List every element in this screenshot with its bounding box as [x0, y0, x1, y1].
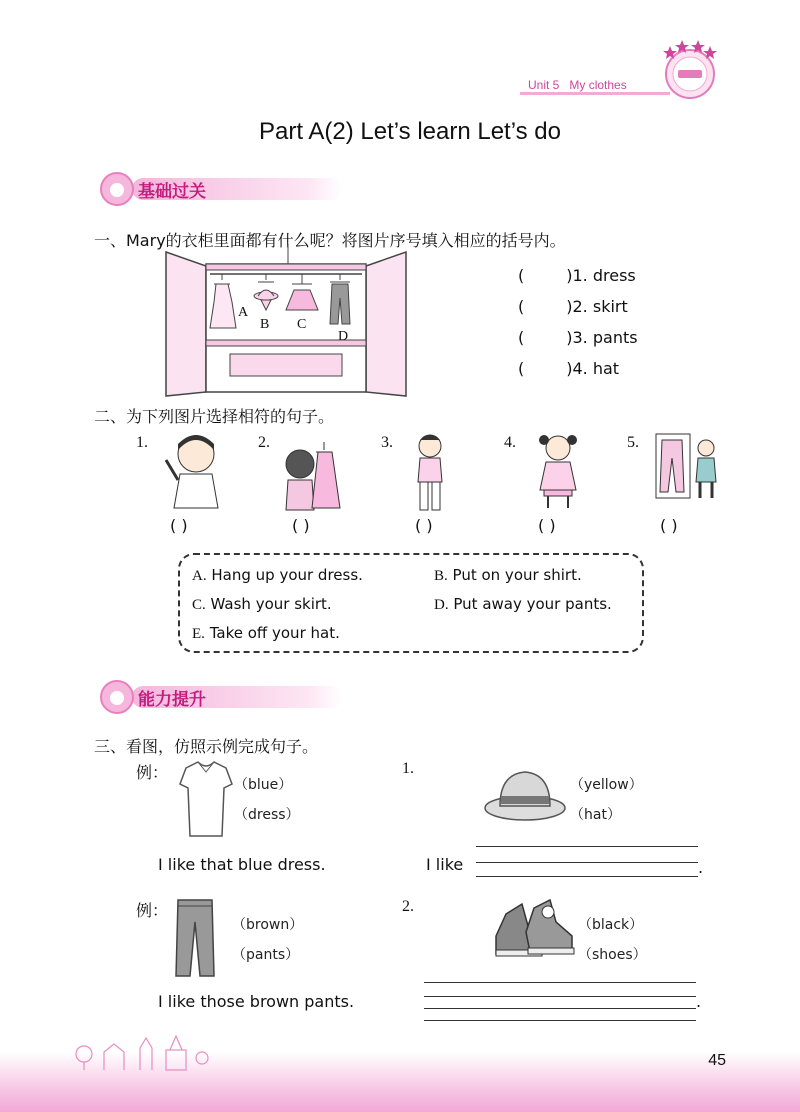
page-number: 45: [708, 1052, 726, 1069]
q1-item-2[interactable]: ( )2. skirt: [518, 297, 628, 316]
word-pants: pants: [592, 328, 638, 347]
pic-label-b: B: [260, 317, 270, 332]
word-dress: dress: [592, 266, 636, 285]
q2-picture-3: [406, 430, 456, 512]
pic-label-d: D: [338, 329, 349, 344]
unit-header: [528, 78, 627, 92]
hat-picture: [482, 768, 568, 824]
answer-line[interactable]: [424, 996, 696, 997]
item2-hint-color: （black）: [578, 917, 644, 933]
item2-period: .: [696, 992, 702, 1011]
pants-picture: [174, 898, 216, 978]
q2-picture-1: [158, 430, 228, 510]
ex1-sentence: I like that blue dress.: [158, 855, 326, 874]
q2-pic-num-1: 1.: [136, 434, 148, 451]
item1-sentence-start: I like: [426, 855, 464, 874]
answer-line[interactable]: [476, 862, 698, 863]
page-title: Part A(2) Let’s learn Let’s do: [259, 118, 561, 145]
publisher-logo-icon: [660, 36, 720, 102]
answer-line[interactable]: [424, 1020, 696, 1021]
castle-decoration-icon: [70, 1028, 220, 1072]
q2-pic-num-3: 3.: [381, 434, 393, 451]
item1-hint-color: （yellow）: [570, 777, 643, 793]
option-b: B. Put on your shirt.: [434, 566, 582, 584]
q1-item-1[interactable]: ( )1. dress: [518, 266, 636, 285]
word-skirt: skirt: [592, 297, 628, 316]
example-label-1: 例：: [136, 765, 169, 782]
section-banner-basic: [100, 174, 360, 204]
q3-item-num-1: 1.: [402, 760, 414, 777]
option-a: A. Hang up your dress.: [192, 566, 363, 584]
ex1-hint-color: （blue）: [234, 777, 293, 793]
wardrobe-illustration: [160, 244, 416, 402]
q2-answer-2[interactable]: ( ): [292, 516, 310, 535]
answer-line[interactable]: [424, 982, 696, 983]
option-c: C. Wash your skirt.: [192, 595, 332, 613]
ex2-hint-color: （brown）: [232, 917, 304, 933]
q2-picture-5: [654, 432, 720, 500]
q2-prompt: 二、为下列图片选择相符的句子。: [94, 407, 335, 426]
q2-picture-4: [530, 430, 586, 510]
mascot-icon: [100, 172, 134, 206]
unit-label: Unit 5: [528, 78, 560, 92]
pic-label-a: A: [238, 305, 249, 320]
pic-label-c: C: [297, 317, 307, 332]
dress-picture: [178, 758, 234, 840]
q3-item-num-2: 2.: [402, 898, 414, 915]
example-label-2: 例：: [136, 903, 169, 920]
mascot-icon: [100, 680, 134, 714]
open-paren: (: [518, 266, 525, 285]
section-label: 能力提升: [138, 690, 206, 710]
shoes-picture: [492, 896, 578, 968]
q2-answer-3[interactable]: ( ): [415, 516, 433, 535]
q3-prompt: 三、看图，仿照示例完成句子。: [94, 737, 319, 756]
q2-pic-num-4: 4.: [504, 434, 516, 451]
ex2-hint-item: （pants）: [232, 947, 300, 963]
option-e: E. Take off your hat.: [192, 624, 340, 642]
item1-period: .: [698, 858, 704, 877]
answer-line[interactable]: [476, 876, 698, 877]
word-hat: hat: [592, 359, 620, 378]
q1-prompt: 一、Mary的衣柜里面都有什么呢？将图片序号填入相应的括号内。: [94, 231, 566, 250]
option-d: D. Put away your pants.: [434, 595, 612, 613]
ex1-hint-item: （dress）: [234, 807, 300, 823]
q2-pic-num-2: 2.: [258, 434, 270, 451]
q1-item-3[interactable]: ( )3. pants: [518, 328, 638, 347]
item1-hint-item: （hat）: [570, 807, 621, 823]
ex2-sentence: I like those brown pants.: [158, 992, 355, 1011]
q2-answer-4[interactable]: ( ): [538, 516, 556, 535]
q2-picture-2: [280, 434, 352, 512]
q1-item-4[interactable]: ( )4. hat: [518, 359, 620, 378]
answer-line[interactable]: [424, 1008, 696, 1009]
q2-answer-1[interactable]: ( ): [170, 516, 188, 535]
item2-hint-item: （shoes）: [578, 947, 647, 963]
section-banner-ability: [100, 682, 360, 712]
unit-topic: My clothes: [569, 78, 627, 92]
section-label: 基础过关: [138, 182, 206, 202]
answer-line[interactable]: [476, 846, 698, 847]
q2-pic-num-5: 5.: [627, 434, 639, 451]
q2-answer-5[interactable]: ( ): [660, 516, 678, 535]
